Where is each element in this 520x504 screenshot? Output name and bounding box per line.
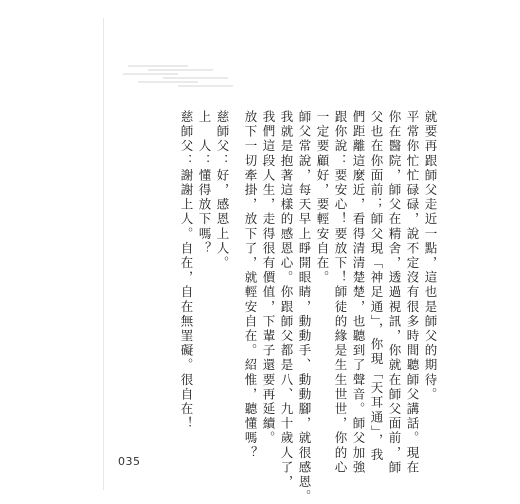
text-line: 跟你說：要安心！要放下！師徒的緣是生生世世，你的心 xyxy=(333,110,348,475)
text-line: 平常你忙忙碌碌，說不定沒有很多時間聽師父講話。現在 xyxy=(405,110,420,475)
dialogue-line: 上 人：懂得放下嗎？ xyxy=(197,110,212,256)
dialogue-line: 慈師父：好，感恩上人。 xyxy=(215,110,230,271)
dialogue-line: 慈師父：謝謝上人。自在，自在無罣礙。很自在！ xyxy=(179,110,194,432)
text-line: 師父常說，每天早上睜開眼睛，動動手、動動腳，就很感恩。 xyxy=(297,110,312,504)
text-line: 就要再跟師父走近一點，這也是師父的期待。 xyxy=(423,110,438,402)
cloud-ornament xyxy=(118,60,238,90)
line-gap xyxy=(232,110,240,440)
text-line: 我就是抱著這樣的感恩心。你跟師父都是八、九十歲人了， xyxy=(279,110,294,490)
text-line: 父也在你面前；師父現「神足通」，你現「天耳通」，我 xyxy=(369,110,384,463)
text-line: 們距離這麼近，看得清清楚楚，也聽到了聲音。師父加強 xyxy=(351,110,366,475)
vertical-text xyxy=(138,110,438,504)
text-line: 我們這段人生，走得很有價值，下輩子還要再延續。 xyxy=(261,110,276,446)
page-number: 035 xyxy=(118,455,141,468)
text-line: 放下一切牽掛，放下了，就輕安自在。紹惟，聽懂嗎？ xyxy=(243,110,258,461)
text-line: 你在醫院，師父在精舍，透過視訊，你就在師父面前，師 xyxy=(387,110,402,475)
text-line: 一定要顧好，要輕安自在。 xyxy=(315,110,330,286)
